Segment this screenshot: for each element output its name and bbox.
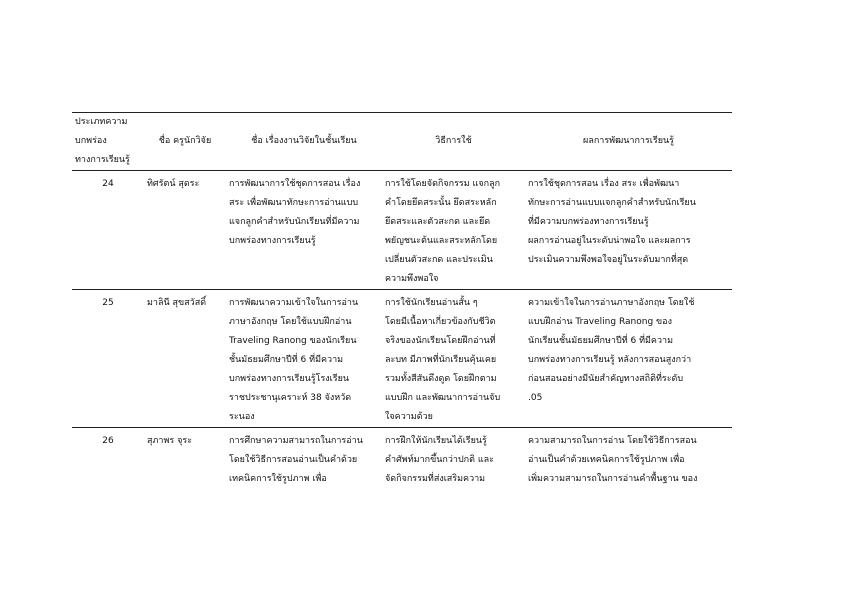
research-result: ความเข้าใจในการอ่านภาษาอังกฤษ โดยใช้ แบบฝึกอ่าน Traveling Ranong ของ นักเรียนชั้นมัธยมศึกษาปีที่ 6 ที่มีความ บกพร่องทางการเรียนรู้ หลังการสอนสูงกว่า ก่อนสอนอย่างมีนัยสำคัญทางสถิติที่ระดับ .05	[528, 298, 695, 403]
header-research-title: ชื่อ เรื่องงานวิจัยในชั้นเรียน	[251, 136, 357, 146]
table-row	[72, 428, 732, 490]
header-result: ผลการพัฒนาการเรียนรู้	[583, 136, 674, 146]
research-title: การพัฒนาการใช้ชุดการสอน เรื่อง สระ เพื่อพัฒนาทักษะการอ่านแบบ แจกลูกคำสำหรับนักเรียนที่มีความ บกพร่องทางการเรียนรู้	[229, 179, 361, 246]
researcher-name: มาลินี สุขสวัสดิ์	[147, 298, 207, 308]
research-method: การใช้โดยจัดกิจกรรม แจกลูก คำโดยยึดสระนั้น ยึดสระหลัก ยึดสระและตัวสะกด และยึด พยัญชนะต้นและสระหลักโดย เปลี่ยนตัวสะกด และประเมิน ความพึงพอใจ	[385, 179, 501, 284]
row-number: 26	[102, 436, 114, 446]
header-method: วิธีการใช้	[435, 136, 472, 146]
research-result: การใช้ชุดการสอน เรื่อง สระ เพื่อพัฒนา ทักษะการอ่านแบบแจกลูกคำสำหรับนักเรียน ที่มีความบกพร่องทางการเรียนรู้ ผลการอ่านอยู่ในระดับน่าพอใจ และผลการ ประเมินความพึงพอใจอยู่ในระดับมากที่สุด	[528, 179, 696, 265]
header-disability-type: ประเภทความ บกพร่อง ทางการเรียนรู้	[75, 117, 130, 165]
table-row	[72, 171, 732, 290]
table-row	[72, 290, 732, 428]
researcher-name: สุภาพร จุระ	[147, 436, 193, 446]
table-header-row	[72, 113, 732, 171]
research-result: ความสามารถในการอ่าน โดยใช้วิธีการสอน อ่านเป็นคำด้วยเทคนิคการใช้รูปภาพ เพื่อ เพิ่มความสามารถในการอ่านคำพื้นฐาน ของ	[528, 436, 698, 484]
research-method: การใช้นักเรียนอ่านสั้น ๆ โดยมีเนื้อหาเกี่ยวข้องกับชีวิต จริงของนักเรียนโดยฝึกอ่านที่ ละบท มีภาพที่นักเรียนคุ้นเคย รวมทั้งสีสันดึงดูด โดยฝึกตาม แบบฝึก และพัฒนาการอ่านจับ ใจความด้วย	[385, 298, 501, 422]
header-researcher: ชื่อ ครูนักวิจัย	[158, 136, 212, 146]
researcher-name: ทิศรัตน์ สุดระ	[147, 179, 200, 189]
research-title: การศึกษาความสามารถในการอ่าน โดยใช้วิธีการสอนอ่านเป็นคำด้วย เทคนิคการใช้รูปภาพ เพื่อ	[229, 436, 363, 484]
row-number: 24	[102, 179, 114, 189]
row-number: 25	[102, 298, 114, 308]
research-table	[72, 112, 732, 489]
research-method: การฝึกให้นักเรียนได้เรียนรู้ คำศัพท์มากขึ้นกว่าปกติ และ จัดกิจกรรมที่ส่งเสริมความ	[385, 436, 494, 484]
research-title: การพัฒนาความเข้าใจในการอ่าน ภาษาอังกฤษ โดยใช้แบบฝึกอ่าน Traveling Ranong ของนักเรียน ชั้นมัธยมศึกษาปีที่ 6 ที่มีความ บกพร่องทางการเรียนรู้โรงเรียน ราชประชานุเคราะห์ 38 จังหวัด ระนอง	[229, 298, 359, 422]
